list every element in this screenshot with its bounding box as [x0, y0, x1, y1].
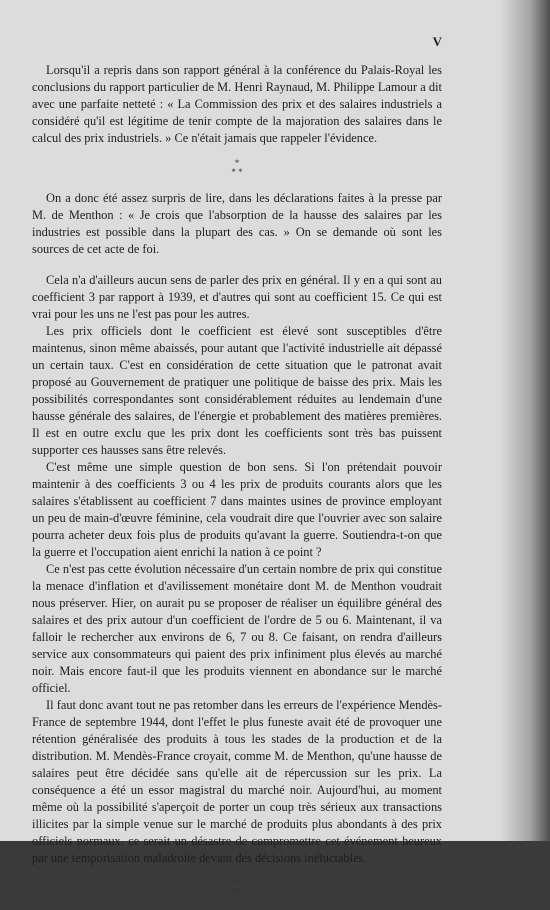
paragraph: Ce n'est pas cette évolution nécessaire d'un certain nombre de prix qui constitue la menace d'inflation et d'avilissement monétaire dont M. de Menthon voudrait nous préserver. Hier, on aurait pu se proposer de réaliser un équilibre général des salaires et des prix autour d'un coefficient de l'ordre de 5 ou 6. Maintenant, il va falloir le rechercher aux environs de 6, 7 ou 8. Ce faisant, on rendra d'ailleurs service aux consommateurs qui paient des prix infiniment plus élevés au marché noir. Mais encore faut-il que les produits viennent en abondance sur le marché officiel. — [32, 562, 442, 695]
paragraph: Les prix officiels dont le coefficient est élevé sont susceptibles d'être maintenus, sinon même abaissés, pour autant que l'activité industrielle ait dépassé un certain taux. C'est en considération de cette situation que le patronat avait proposé au Gouvernement de pratiquer une politique de baisse des prix. Mais les possibilités correspondantes sont considérablement réduites au lendemain d'une hausse générale des salaires, de l'énergie et probablement des matières premières. Il est en outre exclu que les prix dont les coefficients sont très bas puissent supporter ces hausses sans être relevés. — [32, 324, 442, 457]
paragraph: Lorsqu'il a repris dans son rapport général à la conférence du Palais-Royal les conclusions du rapport particulier de M. Henri Raynaud, M. Philippe Lamour a dit avec une parfaite netteté : « La Commission des prix et des salaires industriels a considéré qu'il est légitime de tenir compte de la majoration des salaires dans le calcul des prix industriels. » Ce n'était jamais que rappeler l'évidence. — [32, 63, 442, 145]
section-separator-asterism: * * * — [231, 158, 243, 177]
article-body — [32, 62, 442, 910]
end-separator-asterism: * * * — [231, 878, 243, 897]
paragraph: Cela n'a d'ailleurs aucun sens de parler des prix en général. Il y en a qui sont au coefficient 3 par rapport à 1939, et d'autres qui sont au coefficient 15. Ce qui est vrai pour les uns ne l'est pas pour les autres. — [32, 273, 442, 321]
page-number: V — [432, 34, 442, 49]
paragraph: On a donc été assez surpris de lire, dans les déclarations faites à la presse par M. de Menthon : « Je crois que l'absorption de la hausse des salaires par les industries est possible dans la plupart des cas. » On se demande où sont les sources de cet acte de foi. — [32, 191, 442, 256]
paragraph: C'est même une simple question de bon sens. Si l'on prétendait pouvoir maintenir à des coefficients 3 ou 4 les prix de produits courants alors que les salaires s'établissent au coefficient 7 dans maintes usines de province employant un peu de main-d'œuvre féminine, cela voudrait dire que l'ouvrier avec son salaire pourra acheter deux fois plus de produits qu'avant la guerre. Soutiendra-t-on que la guerre et l'occupation aient enrichi la nation à ce point ? — [32, 460, 442, 559]
paragraph: Il faut donc avant tout ne pas retomber dans les erreurs de l'expérience Mendès-France de septembre 1944, dont l'effet le plus funeste avait été de provoquer une rétention généralisée des produits à tous les stades de la production et de la distribution. M. Mendès-France croyait, comme M. de Menthon, qu'une hausse de salaires peut être décidée sans qu'elle ait de répercussion sur les prix. La conséquence a été un essor magistral du marché noir. Aujourd'hui, au moment même où la possibilité s'aperçoit de porter un coup très sérieux aux transactions illicites par la simple venue sur le marché de produits plus abondants à des prix officiels normaux, ce serait un désastre de compromettre cet événement heureux par une temporisation maladroite devant des décisions inéluctables. — [32, 698, 442, 865]
